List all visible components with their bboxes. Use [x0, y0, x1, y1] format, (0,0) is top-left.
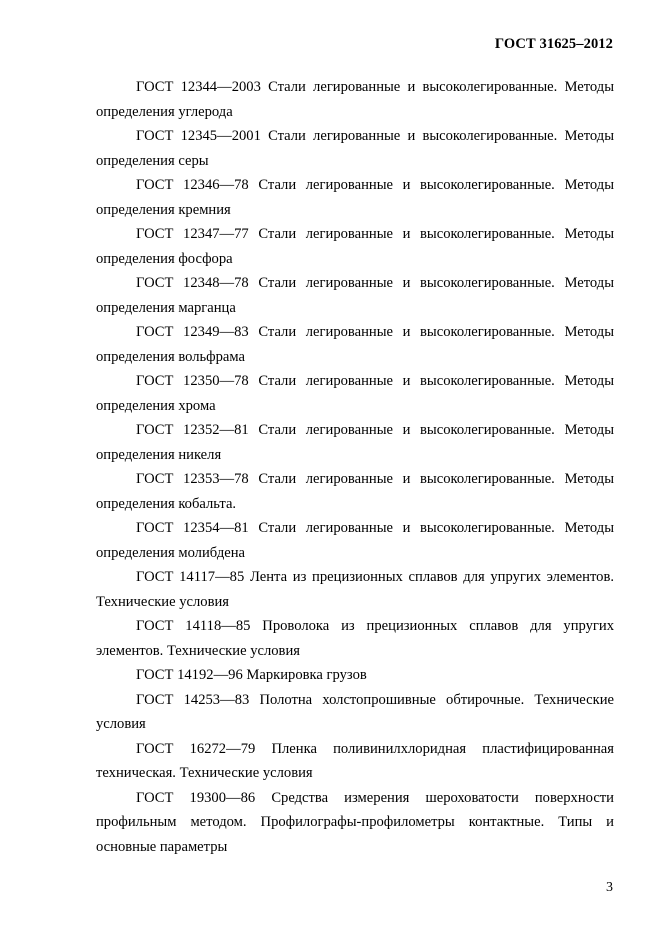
reference-entry: ГОСТ 12345—2001 Стали легированные и высоколегированные. Методы определения серы	[96, 128, 614, 169]
reference-entry: ГОСТ 19300—86 Средства измерения шероховатости поверхности профильным методом. Профилографы-профилометры контактные. Типы и основные параметры	[96, 789, 614, 855]
reference-entry: ГОСТ 16272—79 Пленка поливинилхлоридная пластифицированная техническая. Технические условия	[96, 740, 614, 781]
reference-entry: ГОСТ 12350—78 Стали легированные и высоколегированные. Методы определения хрома	[96, 373, 614, 414]
reference-entry: ГОСТ 14117—85 Лента из прецизионных сплавов для упругих элементов. Технические условия	[96, 569, 614, 610]
reference-entry: ГОСТ 12348—78 Стали легированные и высоколегированные. Методы определения марганца	[96, 275, 614, 316]
reference-entry: ГОСТ 14253—83 Полотна холстопрошивные обтирочные. Технические условия	[96, 691, 614, 732]
reference-entry: ГОСТ 12346—78 Стали легированные и высоколегированные. Методы определения кремния	[96, 177, 614, 218]
reference-entry: ГОСТ 12344—2003 Стали легированные и высоколегированные. Методы определения углерода	[96, 79, 614, 120]
reference-entry: ГОСТ 14118—85 Проволока из прецизионных сплавов для упругих элементов. Технические условия	[96, 618, 614, 659]
reference-entry: ГОСТ 12347—77 Стали легированные и высоколегированные. Методы определения фосфора	[96, 226, 614, 267]
reference-entry: ГОСТ 12349—83 Стали легированные и высоколегированные. Методы определения вольфрама	[96, 324, 614, 365]
reference-entry: ГОСТ 12352—81 Стали легированные и высоколегированные. Методы определения никеля	[96, 422, 614, 463]
document-code-header: ГОСТ 31625–2012	[494, 36, 613, 52]
page-number: 3	[606, 880, 613, 895]
reference-entry: ГОСТ 12354—81 Стали легированные и высоколегированные. Методы определения молибдена	[96, 520, 614, 561]
reference-entry: ГОСТ 14192—96 Маркировка грузов	[136, 667, 367, 683]
reference-entry: ГОСТ 12353—78 Стали легированные и высоколегированные. Методы определения кобальта.	[96, 471, 614, 512]
normative-references-list	[96, 75, 614, 859]
